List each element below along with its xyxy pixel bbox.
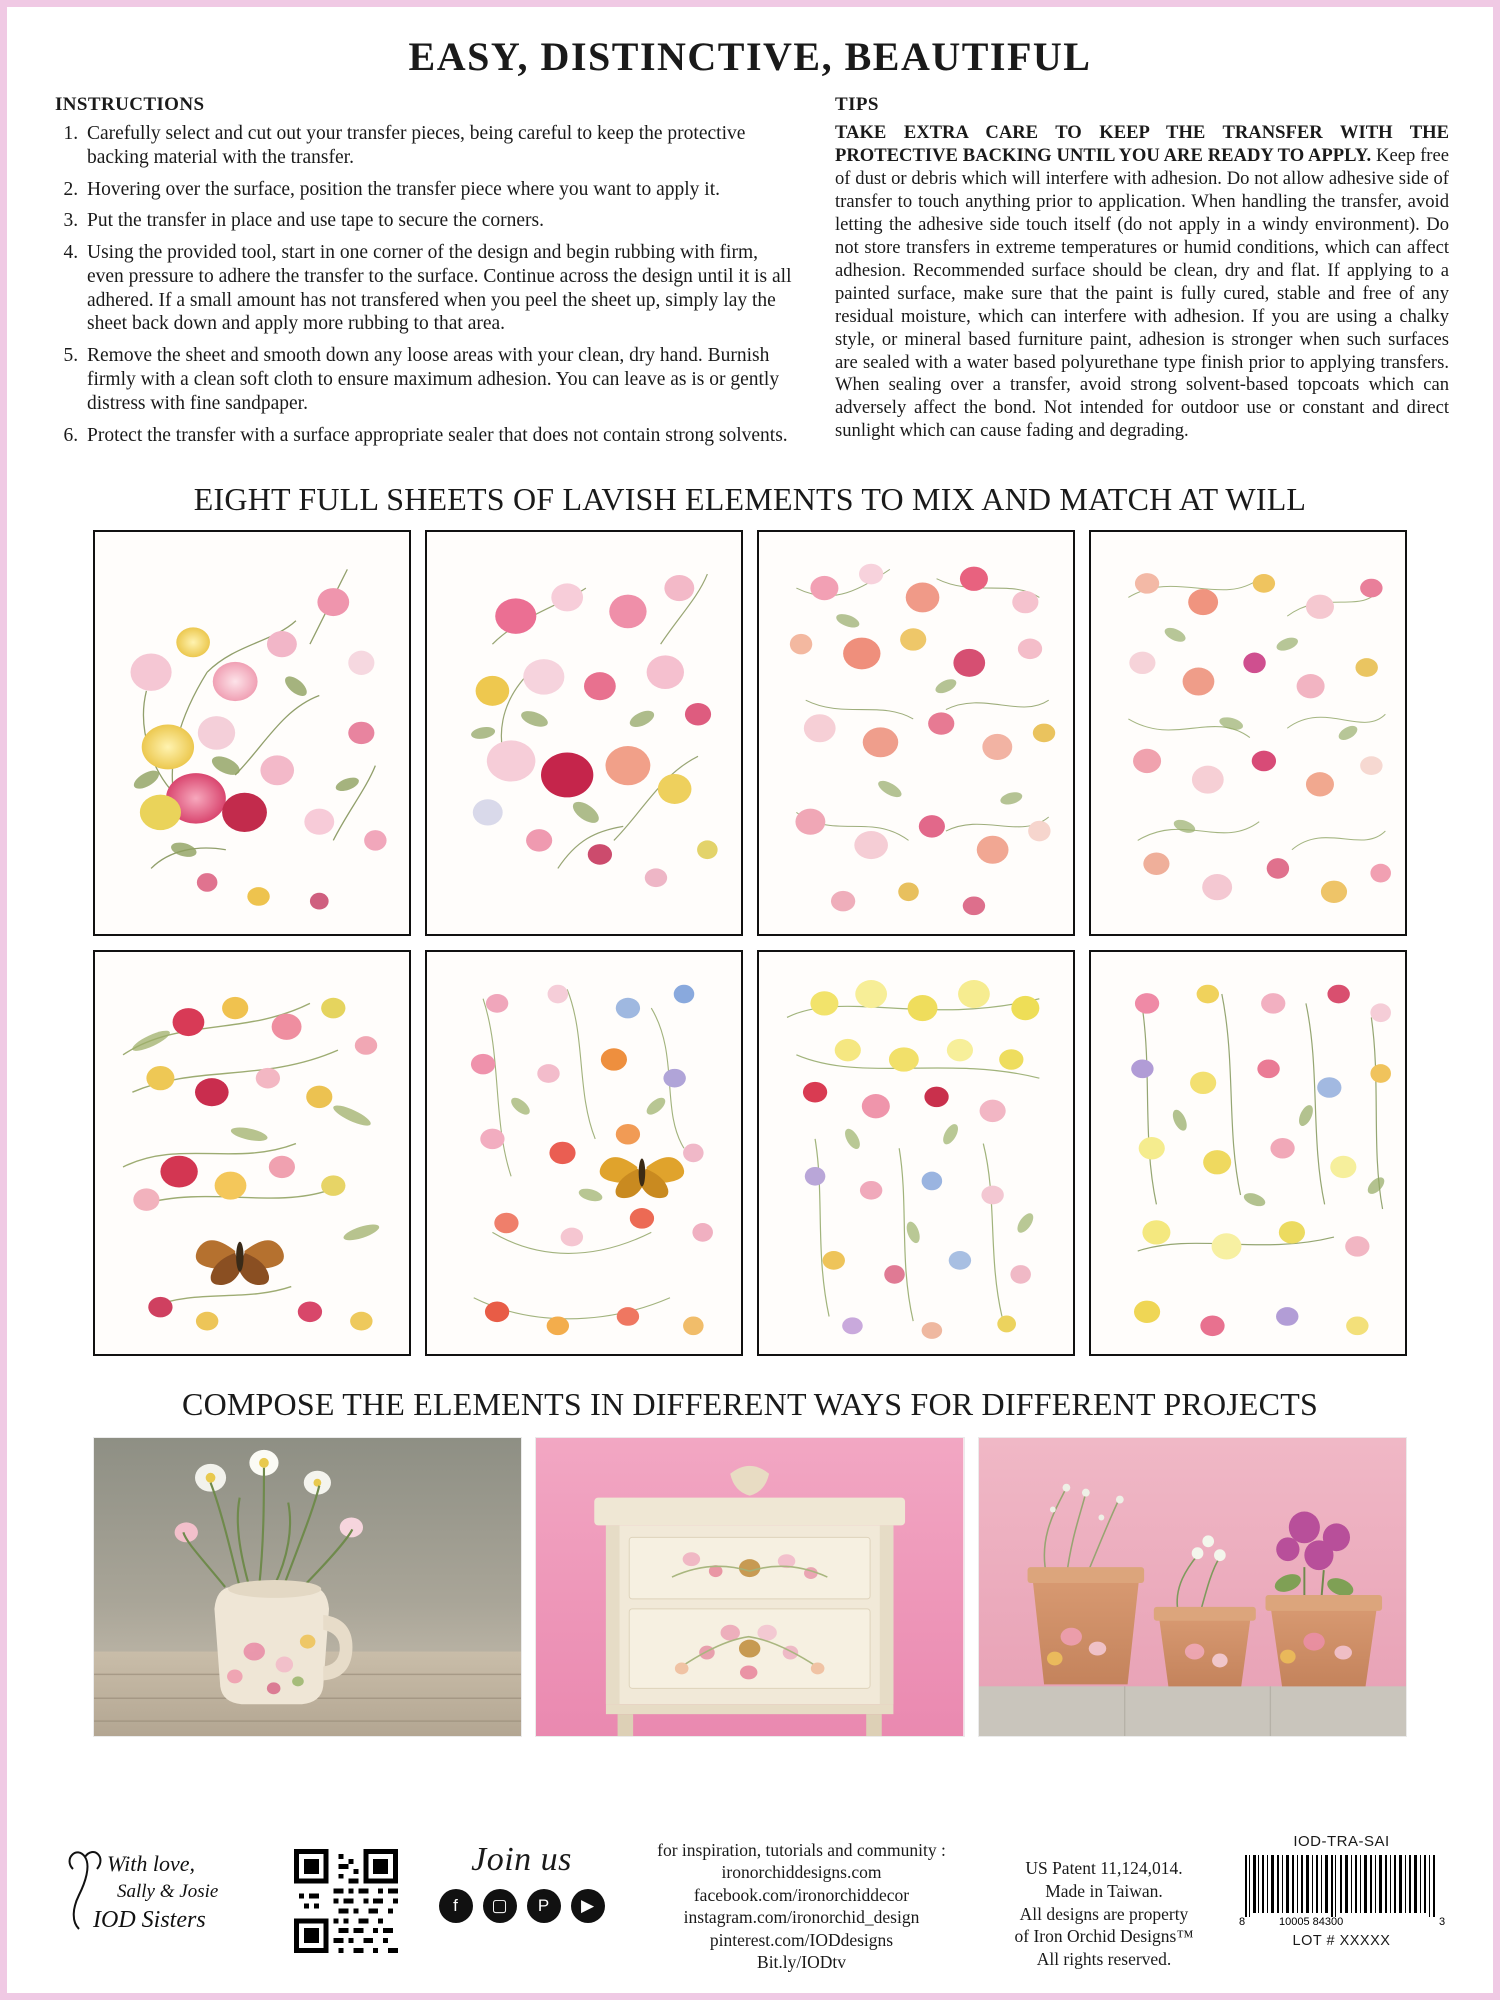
instruction-step: 3. Put the transfer in place and use tape to secure the corners. <box>83 209 795 233</box>
tips-text: Keep free of dust or debris which will interfere with adhesion. Do not allow adhesive side of transfer to touch anything prior to application. When handling the transfer, avoid letting the adhesive side touch itself (do not apply in a windy environment). Do not store transfers in extreme temperatures or humid conditions, which can affect adhesion. Recommended surface should be clean, dry and flat. If applying to a painted surface, make sure that the paint is fully cured, stable and free of any residual moisture, which can interfere with adhesion. If you are using a chalky style, or mineral based furniture paint, adhesion is stronger when such surfaces are sealed with a water based polyurethane type finish prior to applying transfers. When sealing over a transfer, avoid strong solvent-based topcoats which can adversely affect the bond. Not intended for outdoor use or constant and direct sunlight which can cause fading and degrading. <box>835 144 1450 442</box>
tips-column <box>835 94 1449 455</box>
instruction-step: 4. Using the provided tool, start in one corner of the design and begin rubbing with firm, even pressure to adhere the transfer to the surface. Continue across the design until it is all adhered. If a small amount has not transfered when you peel the sheet up, simply lay the sheet back down and apply more rubbing to that area. <box>83 241 795 336</box>
sheet-8-art <box>1091 952 1405 1354</box>
sheet-7 <box>757 950 1075 1356</box>
lot-number: LOT # XXXXX <box>1292 1933 1391 1949</box>
tips-body <box>835 122 1449 443</box>
butterfly-motif <box>196 1240 284 1285</box>
join-us-block <box>414 1827 629 1923</box>
footer <box>21 1827 1479 1977</box>
photo-pitcher <box>93 1437 522 1737</box>
instruction-step: 6. Protect the transfer with a surface appropriate sealer that does not contain strong solvents. <box>83 424 795 448</box>
links-block <box>629 1827 974 1973</box>
photo-pots <box>978 1437 1407 1737</box>
projects-grid <box>21 1437 1479 1737</box>
sheet-6-art <box>427 952 741 1354</box>
sheet-4 <box>1089 530 1407 936</box>
butterfly-motif <box>600 1157 684 1198</box>
legal-line: US Patent 11,124,014. <box>1025 1858 1183 1878</box>
barcode-digit-right: 3 <box>1439 1916 1446 1927</box>
link-pinterest[interactable]: pinterest.com/IODdesigns <box>709 1929 894 1950</box>
facebook-icon[interactable]: f <box>439 1889 473 1923</box>
barcode-digits-mid: 10005 84300 <box>1279 1916 1344 1927</box>
projects-section-title: COMPOSE THE ELEMENTS IN DIFFERENT WAYS FOR DIFFERENT PROJECTS <box>182 1386 1318 1423</box>
sku-code: IOD-TRA-SAI <box>1293 1833 1390 1850</box>
sheet-5-art <box>95 952 409 1354</box>
instruction-step: 5. Remove the sheet and smooth down any loose areas with your clean, dry hand. Burnish firmly with a clean soft cloth to ensure maximum adhesion. You can leave as is or gently distress with fine sandpaper. <box>83 344 795 415</box>
sheet-6 <box>425 950 743 1356</box>
legal-line: of Iron Orchid Designs™ <box>1014 1926 1194 1947</box>
instructions-column <box>55 94 795 455</box>
instruction-step: 2. Hovering over the surface, position the transfer piece where you want to apply it. <box>83 178 795 202</box>
sheet-4-art <box>1091 532 1405 934</box>
qr-code-block[interactable] <box>294 1827 414 1953</box>
sheet-1 <box>93 530 411 936</box>
legal-line: All designs are property <box>1019 1903 1189 1924</box>
sheet-8 <box>1089 950 1407 1356</box>
social-icons <box>414 1889 629 1923</box>
photo-pots-art <box>979 1438 1406 1736</box>
links-lead: for inspiration, tutorials and community : <box>657 1840 946 1860</box>
photo-nightstand-art <box>536 1438 963 1736</box>
signature-block <box>59 1827 294 1956</box>
sheet-2-art <box>427 532 741 934</box>
signature-art <box>59 1841 269 1951</box>
instructions-list <box>55 122 795 447</box>
legal-line: All rights reserved. <box>1036 1949 1172 1969</box>
photo-pitcher-art <box>94 1438 521 1736</box>
tips-lead: TAKE EXTRA CARE TO KEEP THE TRANSFER WITH THE PROTECTIVE BACKING UNTIL YOU ARE READY TO APPLY. <box>835 122 1449 166</box>
sheets-grid <box>21 530 1479 1356</box>
join-us-label: Join us <box>471 1841 572 1878</box>
link-website[interactable]: ironorchiddesigns.com <box>721 1862 882 1883</box>
photo-nightstand <box>535 1437 964 1737</box>
qr-code[interactable] <box>294 1849 398 1953</box>
youtube-icon[interactable]: ▶ <box>571 1889 605 1923</box>
sheet-3-art <box>759 532 1073 934</box>
legal-block <box>974 1827 1234 1971</box>
barcode-digit-left: 8 <box>1239 1916 1246 1927</box>
svg-text:With love,: With love, <box>107 1851 195 1876</box>
instructions-title: INSTRUCTIONS <box>55 94 205 115</box>
instruction-step: 1. Carefully select and cut out your transfer pieces, being careful to keep the protective backing material with the transfer. <box>83 122 795 170</box>
sheet-5 <box>93 950 411 1356</box>
text-columns <box>21 94 1479 455</box>
svg-text:Sally & Josie: Sally & Josie <box>117 1881 219 1902</box>
legal-line: Made in Taiwan. <box>1045 1880 1163 1901</box>
svg-text:IOD Sisters: IOD Sisters <box>93 1907 206 1933</box>
sheet-1-art <box>95 532 409 934</box>
page-headline: EASY, DISTINCTIVE, BEAUTIFUL <box>408 34 1092 79</box>
barcode <box>1239 1853 1449 1927</box>
sheet-7-art <box>759 952 1073 1354</box>
link-youtube[interactable]: Bit.ly/IODtv <box>757 1951 846 1972</box>
link-instagram[interactable]: instagram.com/ironorchid_design <box>683 1907 920 1928</box>
sheet-2 <box>425 530 743 936</box>
sheet-3 <box>757 530 1075 936</box>
sheets-section-title: EIGHT FULL SHEETS OF LAVISH ELEMENTS TO MIX AND MATCH AT WILL <box>193 481 1307 518</box>
instagram-icon[interactable]: ▢ <box>483 1889 517 1923</box>
barcode-block <box>1234 1827 1449 1949</box>
link-facebook[interactable]: facebook.com/ironorchiddecor <box>693 1884 910 1905</box>
tips-title: TIPS <box>835 94 879 115</box>
pinterest-icon[interactable]: P <box>527 1889 561 1923</box>
